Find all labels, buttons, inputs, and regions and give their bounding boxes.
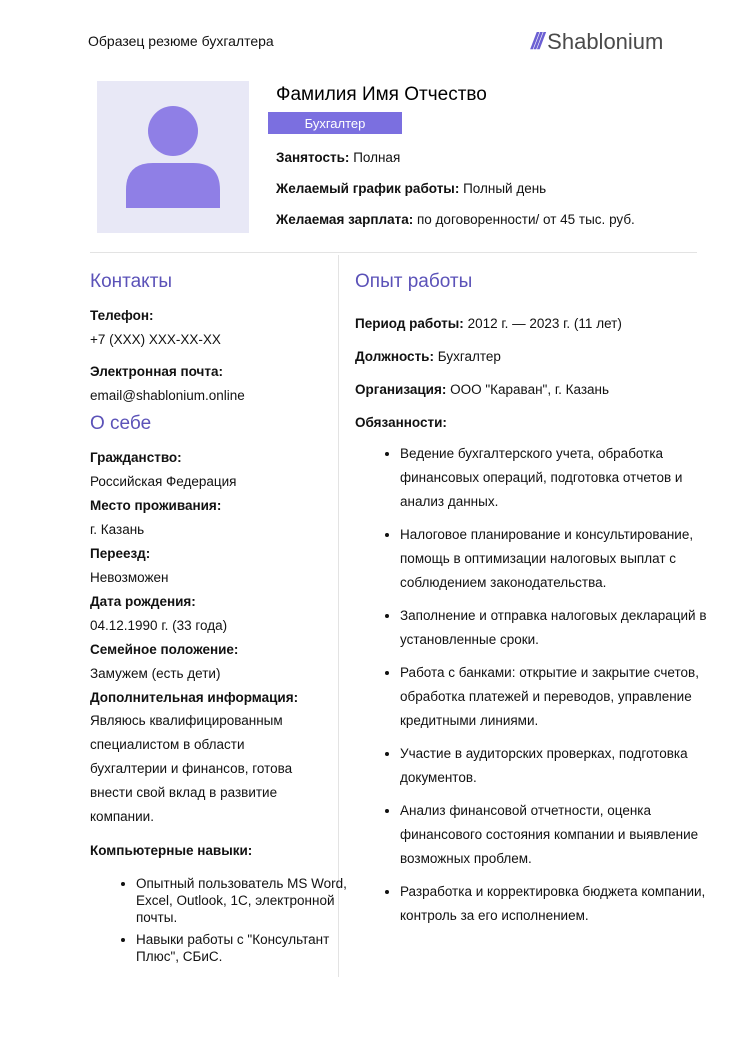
about-heading: О себе	[90, 413, 152, 434]
email-label: Электронная почта:	[90, 364, 223, 379]
column-divider	[338, 255, 339, 977]
skills-label: Компьютерные навыки:	[90, 843, 253, 858]
list-item: • Ведение бухгалтерского учета, обработка финансовых операций, подготовка отчетов и анализ данных.	[400, 442, 722, 514]
organization-value: ООО "Караван", г. Казань	[450, 382, 610, 397]
phone-label: Телефон:	[90, 308, 154, 323]
birthdate-label: Дата рождения:	[90, 594, 196, 609]
employment-label: Занятость:	[276, 150, 350, 165]
list-item: • Анализ финансовой отчетности, оценка финансового состояния компании и выявление возможных проблем.	[400, 799, 722, 871]
list-item: • Работа с банками: открытие и закрытие счетов, обработка платежей и переводов, управление кредитными линиями.	[400, 661, 722, 733]
list-item: • Разработка и корректировка бюджета компании, контроль за его исполнением.	[400, 880, 722, 928]
header-divider	[90, 252, 697, 253]
person-silhouette-icon	[97, 81, 249, 233]
duties-list	[376, 442, 722, 937]
relocation-label: Переезд:	[90, 546, 151, 561]
contacts-heading: Контакты	[90, 271, 173, 292]
full-name: Фамилия Имя Отчество	[276, 84, 487, 105]
list-item: • Навыки работы с "Консультант Плюс", СБиС.	[136, 931, 351, 965]
salary-label: Желаемая зарплата:	[276, 212, 414, 227]
duties-label: Обязанности:	[355, 415, 447, 430]
schedule-label: Желаемый график работы:	[276, 181, 460, 196]
salary-value: по договоренности/ от 45 тыс. руб.	[416, 212, 635, 227]
email-value: email@shablonium.online	[90, 388, 245, 403]
role-line	[355, 349, 501, 364]
salary-line	[276, 212, 635, 227]
residence-value: г. Казань	[90, 522, 145, 537]
role-label: Должность:	[355, 349, 434, 364]
organization-line	[355, 382, 609, 397]
employment-value: Полная	[353, 150, 401, 165]
schedule-value: Полный день	[463, 181, 547, 196]
document-title: Образец резюме бухгалтера	[88, 33, 274, 49]
citizenship-label: Гражданство:	[90, 450, 182, 465]
experience-heading: Опыт работы	[355, 271, 473, 292]
brand-name: Shablonium	[547, 28, 664, 54]
brand-mark: ///	[531, 28, 542, 54]
relocation-value: Невозможен	[90, 570, 169, 585]
list-item: • Налоговое планирование и консультирование, помощь в оптимизации налоговых выплат с соблюдением законодательства.	[400, 523, 722, 595]
birthdate-value: 04.12.1990 г. (33 года)	[90, 618, 228, 633]
profile-photo	[97, 81, 249, 233]
brand-logo	[531, 28, 663, 55]
extra-info-text: Являюсь квалифицированным специалистом в области бухгалтерии и финансов, готова внести свой вклад в развитие компании.	[90, 713, 293, 824]
position-badge: Бухгалтер	[268, 112, 402, 134]
role-value: Бухгалтер	[437, 349, 501, 364]
period-line	[355, 316, 622, 331]
phone-value: +7 (XXX) XXX-XX-XX	[90, 332, 221, 347]
list-item: • Заполнение и отправка налоговых деклараций в установленные сроки.	[400, 604, 722, 652]
residence-label: Место проживания:	[90, 498, 222, 513]
extra-info-label: Дополнительная информация:	[90, 690, 299, 705]
citizenship-value: Российская Федерация	[90, 474, 237, 489]
schedule-line	[276, 181, 546, 196]
family-label: Семейное положение:	[90, 642, 239, 657]
skills-list	[110, 875, 351, 970]
family-value: Замужем (есть дети)	[90, 666, 221, 681]
period-value: 2012 г. — 2023 г. (11 лет)	[467, 316, 622, 331]
period-label: Период работы:	[355, 316, 464, 331]
list-item: • Опытный пользователь MS Word, Excel, Outlook, 1С, электронной почты.	[136, 875, 351, 926]
list-item: • Участие в аудиторских проверках, подготовка документов.	[400, 742, 722, 790]
employment-line	[276, 150, 400, 165]
organization-label: Организация:	[355, 382, 447, 397]
